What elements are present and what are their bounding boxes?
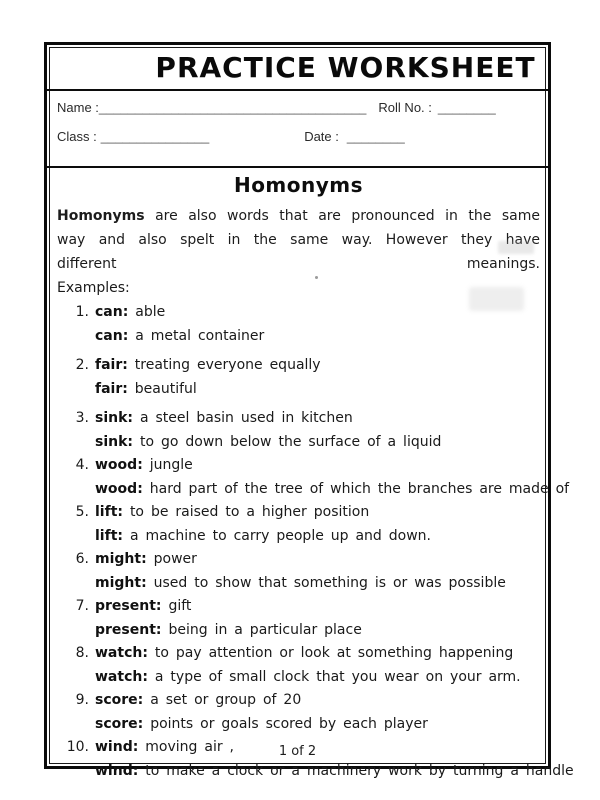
item-definitions [95,354,540,401]
item-number: 10. [66,739,89,755]
title-bar [47,45,548,91]
item-word: sink: [95,433,134,450]
item-definition-text: hard part of the tree of which the branches are made of [149,480,570,497]
item-definition-text: treating everyone equally [134,357,321,373]
intro-bold-term: Homonyms [57,208,145,224]
item-definitions [95,595,540,642]
student-info-section [47,91,548,168]
item-definition-text: gift [168,598,192,614]
definition-line-2 [95,325,540,349]
item-number: 6. [75,551,89,567]
item-word: score: [95,692,144,708]
item-word: score: [95,715,144,732]
item-definition-text: to be raised to a higher position [129,504,370,520]
item-number: 3. [75,410,89,426]
definition-line-2 [95,760,574,784]
name-label: Name : [57,100,99,115]
definition-line-2 [95,713,540,737]
item-definition-text: a metal container [135,327,265,344]
item-definitions [95,501,540,548]
item-word: present: [95,621,162,638]
item-definitions [95,548,540,595]
item-word: fair: [95,357,128,373]
item-definition-text: a machine to carry people up and down. [129,527,431,544]
homonym-item [57,548,540,595]
item-number: 2. [75,357,89,373]
name-blank-line: _____________________________________ [98,100,367,115]
item-number: 1. [75,304,89,320]
intro-paragraph [57,204,540,276]
definition-line-1 [95,642,540,666]
roll-label: Roll No. : [378,100,432,115]
item-word: wood: [95,457,143,473]
class-label: Class : [57,129,97,144]
item-word: watch: [95,668,148,685]
item-definitions [95,689,540,736]
homonym-item [57,595,540,642]
page-title: PRACTICE WORKSHEET [155,50,536,84]
item-word: wind: [95,739,139,755]
topic-heading: Homonyms [233,173,364,197]
definition-line-2 [95,378,540,402]
definition-line-1 [95,595,540,619]
item-definition-text: jungle [149,457,193,473]
homonym-item [57,454,570,501]
item-word: sink: [95,410,134,426]
item-number: 5. [75,504,89,520]
item-definition-text: moving air , [145,739,234,755]
item-definition-text: points or goals scored by each player [150,715,428,732]
definition-line-2 [95,525,540,549]
item-number: 7. [75,598,89,614]
item-definition-text: beautiful [134,380,197,397]
definition-line-1 [95,354,540,378]
class-date-row [57,129,538,158]
date-blank-line: ________ [346,129,405,144]
item-number: 8. [75,645,89,661]
definition-line-1 [95,548,540,572]
item-word: lift: [95,527,123,544]
page-number: 1 of 2 [278,744,317,759]
item-definition-text: to go down below the surface of a liquid [139,433,442,450]
homonym-item [57,689,540,736]
homonym-item [57,642,540,689]
homonym-item [57,501,540,548]
definition-line-2 [95,572,540,596]
item-word: watch: [95,645,148,661]
item-definition-text: able [135,304,166,320]
homonym-item [57,301,540,348]
homonym-item [57,407,540,454]
item-definition-text: power [153,551,197,567]
definition-line-1 [95,689,540,713]
intro-text: are also words that are pronounced in the same way and also spelt in the same way. However they have different meanings. [57,208,540,272]
item-definitions [95,301,540,348]
worksheet-page-border [44,42,574,779]
item-word: can: [95,304,129,320]
class-blank-line: _______________ [100,129,210,144]
definition-line-2 [95,619,540,643]
item-definitions [95,642,540,689]
definition-line-1 [95,407,540,431]
item-definitions [95,454,569,501]
item-definition-text: a steel basin used in kitchen [139,410,353,426]
item-definition-text: to make a clock or a machinery work by turning a handle [145,762,574,779]
definition-line-2 [95,431,540,455]
definition-line-2 [95,666,540,690]
worksheet-content [47,168,574,783]
item-definition-text: a set or group of 20 [150,692,302,708]
examples-list [57,301,574,783]
definition-line-1 [95,501,540,525]
item-definition-text: to pay attention or look at something happening [154,645,514,661]
item-word: lift: [95,504,123,520]
item-word: might: [95,551,147,567]
examples-label: Examples: [57,280,130,296]
item-number: 4. [75,457,89,473]
definition-line-1 [95,301,540,325]
name-roll-row [57,100,538,129]
item-word: fair: [95,380,128,397]
item-word: wood: [95,480,143,497]
item-definition-text: being in a particular place [168,621,362,638]
item-definition-text: used to show that something is or was possible [153,574,506,591]
item-word: can: [95,327,129,344]
definition-line-2 [95,478,569,502]
definition-line-1 [95,454,569,478]
homonym-item [57,354,540,401]
item-definitions [95,407,540,454]
item-definition-text: a type of small clock that you wear on your arm. [154,668,521,685]
roll-blank-line: ________ [437,100,496,115]
item-word: present: [95,598,162,614]
item-word: might: [95,574,147,591]
item-number: 9. [75,692,89,708]
item-word: wind: [95,762,139,779]
date-label: Date : [304,129,339,144]
